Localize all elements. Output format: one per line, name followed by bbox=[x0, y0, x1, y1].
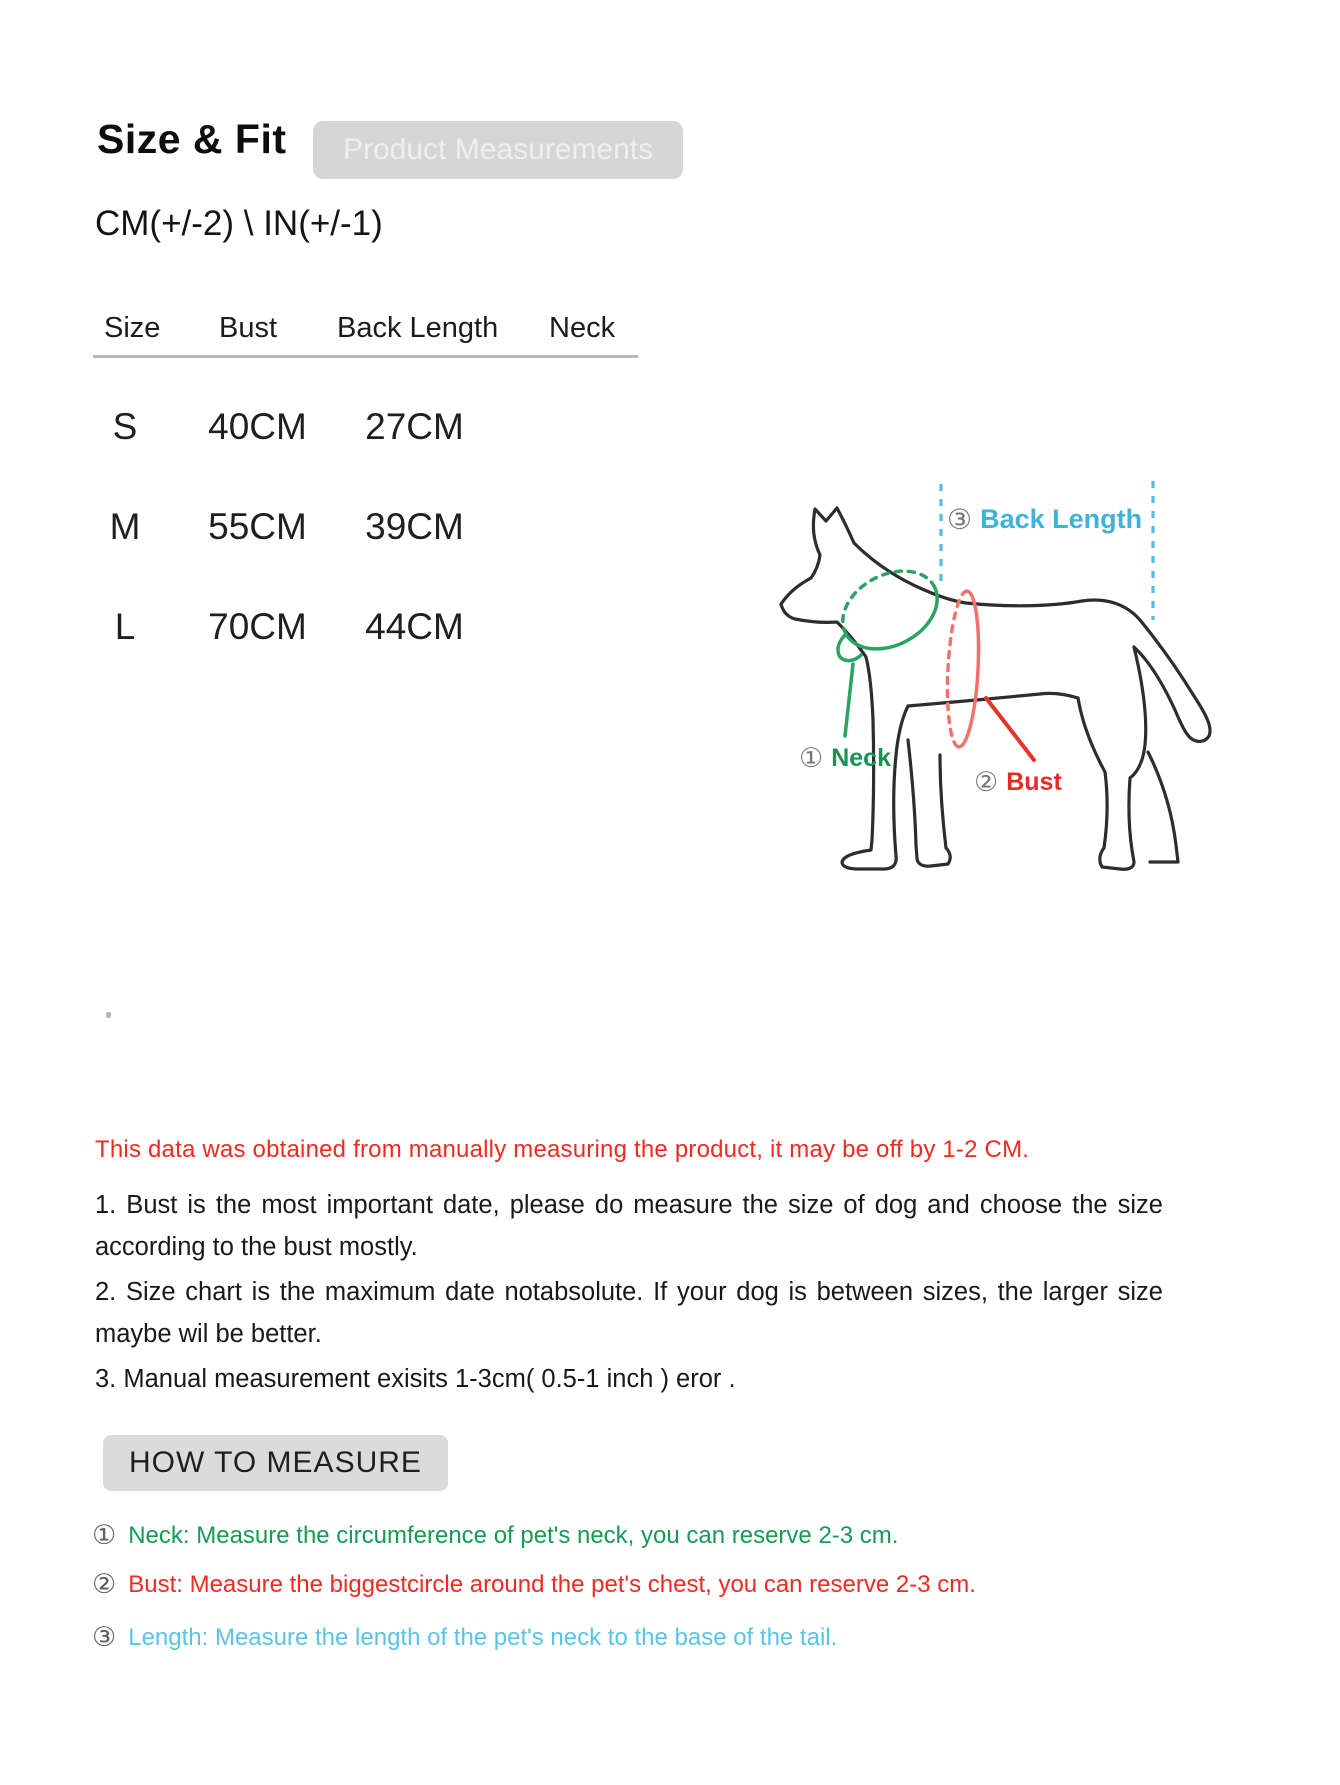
circled-3-icon: ③ bbox=[92, 1622, 117, 1652]
unit-tolerance-note: CM(+/-2) \ IN(+/-1) bbox=[95, 204, 383, 243]
size-value: L bbox=[114, 606, 136, 647]
dog-measurement-diagram bbox=[680, 430, 1250, 890]
col-header-neck: Neck bbox=[549, 312, 616, 344]
circled-2-icon: ② bbox=[92, 1569, 117, 1599]
measure-step-neck bbox=[92, 1520, 898, 1551]
back-length-label-text: Back Length bbox=[980, 504, 1143, 534]
product-measurements-badge: Product Measurements bbox=[313, 121, 683, 179]
table-row bbox=[95, 406, 655, 450]
back-length-value: 44CM bbox=[365, 606, 464, 647]
page-title: Size & Fit bbox=[97, 116, 287, 162]
measure-step-text: Bust: Measure the biggestcircle around the pet's chest, you can reserve 2-3 cm. bbox=[128, 1570, 976, 1598]
neck-label-text: Neck bbox=[831, 744, 891, 772]
col-header-bust: Bust bbox=[219, 312, 278, 344]
back-length-value: 39CM bbox=[365, 506, 464, 547]
neck-label bbox=[799, 743, 891, 774]
back-length-label bbox=[947, 503, 1142, 536]
note-2: 2. Size chart is the maximum date notabsolute. If your dog is between sizes, the larger size maybe wil be better. bbox=[95, 1278, 1163, 1348]
bust-label-text: Bust bbox=[1006, 768, 1062, 796]
col-header-size: Size bbox=[104, 312, 161, 344]
how-to-measure-heading: HOW TO MEASURE bbox=[103, 1435, 448, 1491]
circled-1-icon: ① bbox=[92, 1520, 117, 1550]
dog-diagram-canvas bbox=[680, 430, 1250, 890]
note-3: 3. Manual measurement exisits 1-3cm( 0.5-1 inch ) eror . bbox=[95, 1365, 736, 1393]
size-value: S bbox=[112, 406, 138, 447]
table-row bbox=[95, 606, 655, 650]
size-value: M bbox=[109, 506, 141, 547]
bust-value: 70CM bbox=[208, 606, 307, 647]
circled-2-icon: ② bbox=[974, 767, 999, 797]
measure-step-length bbox=[92, 1622, 837, 1653]
measure-step-text: Length: Measure the length of the pet's neck to the base of the tail. bbox=[128, 1623, 838, 1651]
note-1: 1. Bust is the most important date, please do measure the size of dog and choose the size according to the bust mostly. bbox=[95, 1191, 1163, 1261]
table-row bbox=[95, 506, 655, 550]
col-header-back-length: Back Length bbox=[337, 312, 499, 344]
measure-step-bust bbox=[92, 1569, 976, 1600]
dog-outline bbox=[781, 508, 1210, 869]
bust-label bbox=[974, 767, 1062, 798]
bust-value: 55CM bbox=[208, 506, 307, 547]
measurement-disclaimer: This data was obtained from manually measuring the product, it may be off by 1-2 CM. bbox=[95, 1136, 1030, 1163]
bust-value: 40CM bbox=[208, 406, 307, 447]
circled-1-icon: ① bbox=[799, 743, 824, 773]
bust-pointer-line bbox=[986, 698, 1034, 760]
circled-3-icon: ③ bbox=[947, 504, 973, 535]
bust-measure-ellipse bbox=[944, 590, 982, 747]
measure-step-text: Neck: Measure the circumference of pet's neck, you can reserve 2-3 cm. bbox=[128, 1521, 899, 1549]
neck-pointer-line bbox=[845, 664, 853, 736]
table-header-divider bbox=[93, 355, 638, 358]
neck-measure-ellipse bbox=[838, 571, 937, 661]
stray-dot bbox=[106, 1012, 111, 1018]
sizing-notes bbox=[95, 1184, 1163, 1403]
back-length-value: 27CM bbox=[365, 406, 464, 447]
